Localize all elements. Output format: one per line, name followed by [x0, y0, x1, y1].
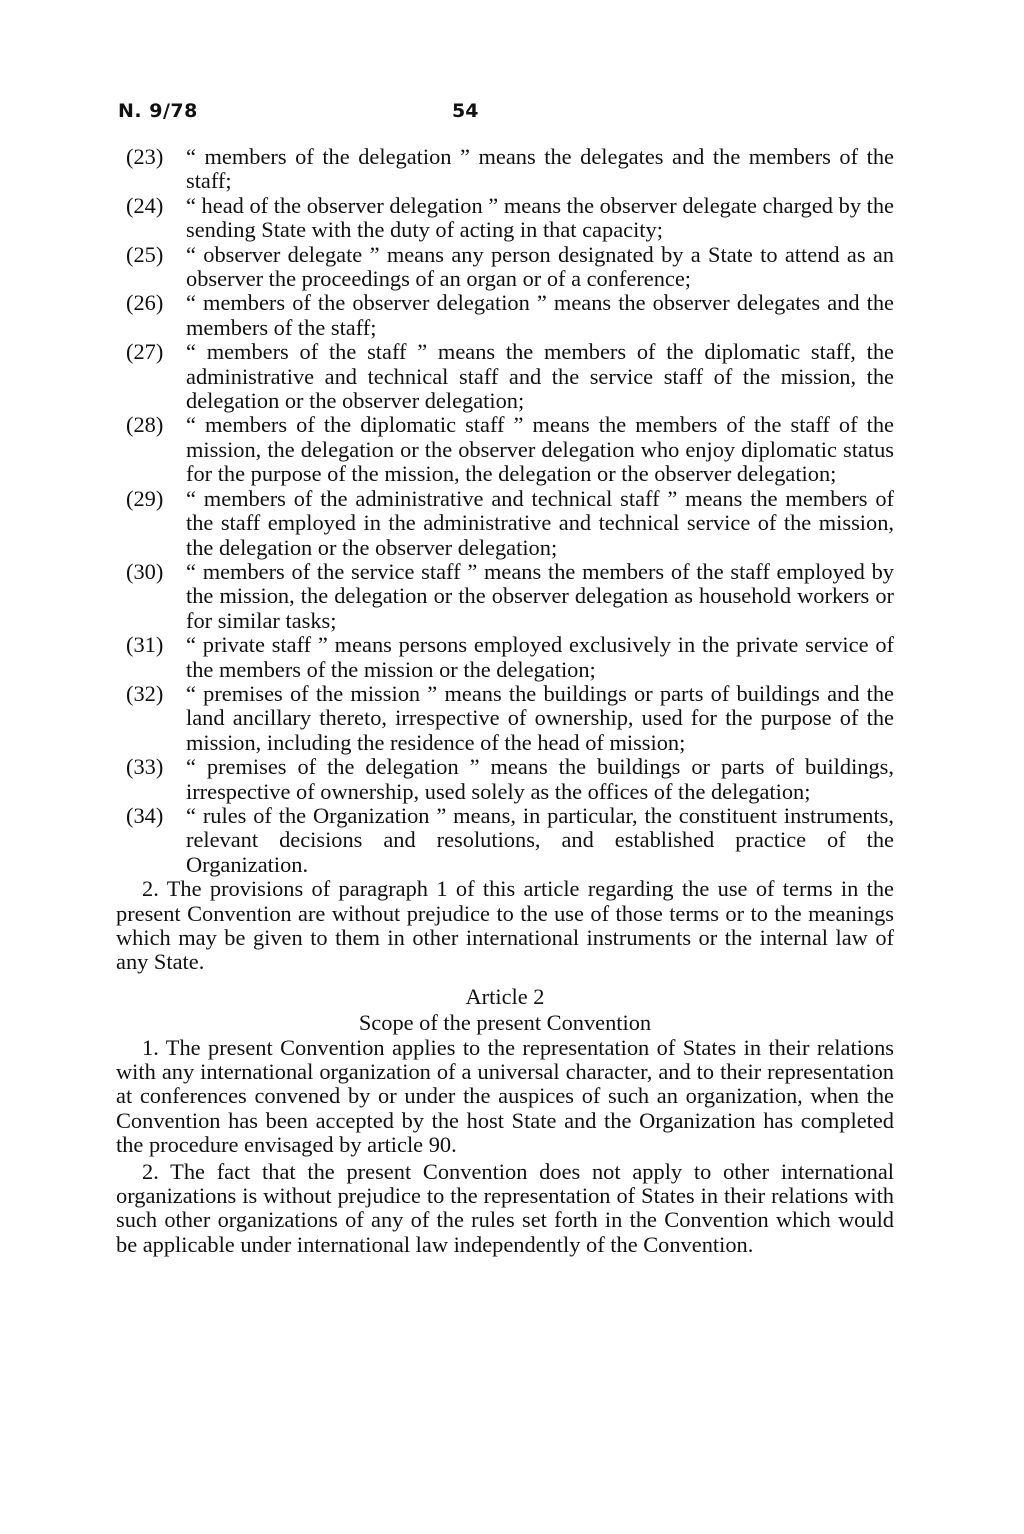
definition-number: (26) — [126, 290, 164, 316]
definition-number: (24) — [126, 192, 164, 218]
definition-item — [116, 755, 894, 804]
definition-text: “ private staff ” means persons employed exclusively in the private service of the members of the mission or the delegation; — [186, 632, 894, 682]
definition-text: “ head of the observer delegation ” means the observer delegate charged by the sending State with the duty of acting in that capacity; — [186, 192, 894, 243]
definition-text: “ members of the observer delegation ” means the observer delegates and the members of the staff; — [186, 290, 894, 340]
definition-text: “ observer delegate ” means any person designated by a State to attend as an observer the proceedings of an organ or of a conference; — [186, 241, 894, 292]
definition-text: “ rules of the Organization ” means, in particular, the constituent instruments, relevant decisions and resolutions, and established practice of the Organization. — [186, 802, 894, 877]
definition-number: (34) — [126, 802, 164, 828]
definition-text: “ premises of the mission ” means the buildings or parts of buildings and the land ancillary thereto, irrespective of ownership, used for the purpose of the mission, including the residence of the head of mission; — [186, 680, 894, 755]
definition-item — [116, 145, 894, 194]
definition-item — [116, 194, 894, 243]
definition-item — [116, 413, 894, 486]
definition-number: (33) — [126, 754, 164, 780]
definition-item — [116, 804, 894, 877]
page-number: 54 — [452, 100, 479, 122]
definition-item — [116, 487, 894, 560]
definition-number: (32) — [126, 680, 164, 706]
definition-item — [116, 682, 894, 755]
definition-number: (30) — [126, 558, 164, 584]
definition-number: (29) — [126, 485, 164, 511]
definition-text: “ members of the diplomatic staff ” means the members of the staff of the mission, the delegation or the observer delegation who enjoy diplomatic status for the purpose of the mission, the delegation or the observer delegation; — [186, 412, 894, 487]
document-number: N. 9/78 — [118, 100, 198, 122]
article-subtitle: Scope of the present Convention — [358, 1010, 652, 1036]
definition-text: “ members of the service staff ” means the members of the staff employed by the mission, the delegation or the observer delegation as household workers or for similar tasks; — [186, 558, 894, 633]
definition-item — [116, 560, 894, 633]
article-paragraph: 1. The present Convention applies to the representation of States in their relations with any international organization of a universal character, and to their representation at conferences convened by or under the auspices of such an organization, when the Convention has been accepted by the host State and the Organization has completed the procedure envisaged by article 90. — [116, 1034, 894, 1158]
definition-number: (23) — [126, 144, 164, 169]
definition-number: (25) — [126, 241, 164, 267]
definitions-list — [116, 145, 894, 877]
document-body — [116, 145, 894, 1257]
definition-item — [116, 340, 894, 413]
definition-text: “ members of the staff ” means the members of the diplomatic staff, the administrative and technical staff and the service staff of the mission, the delegation or the observer delegation; — [186, 339, 894, 414]
article-title: Article 2 — [465, 983, 545, 1009]
definition-number: (28) — [126, 412, 164, 438]
definition-item — [116, 291, 894, 340]
definition-text: “ premises of the delegation ” means the buildings or parts of buildings, irrespective of ownership, used solely as the offices of the delegation; — [186, 754, 894, 804]
definition-item — [116, 243, 894, 292]
article-paragraph: 2. The fact that the present Convention does not apply to other international organizations is without prejudice to the representation of States in their relations with such other organizations of any of the rules set forth in the Convention which would be applicable under international law independently of the Convention. — [116, 1158, 894, 1257]
paragraph-2: 2. The provisions of paragraph 1 of this article regarding the use of terms in the present Convention are without prejudice to the use of those terms or to the meanings which may be given to them in other international instruments or the internal law of any State. — [116, 876, 894, 975]
definition-number: (27) — [126, 339, 164, 365]
definition-item — [116, 633, 894, 682]
definition-text: “ members of the administrative and technical staff ” means the members of the staff employed in the administrative and technical service of the mission, the delegation or the observer delegation; — [186, 485, 894, 560]
definition-text: “ members of the delegation ” means the delegates and the members of the staff; — [186, 144, 894, 194]
definition-number: (31) — [126, 632, 164, 658]
